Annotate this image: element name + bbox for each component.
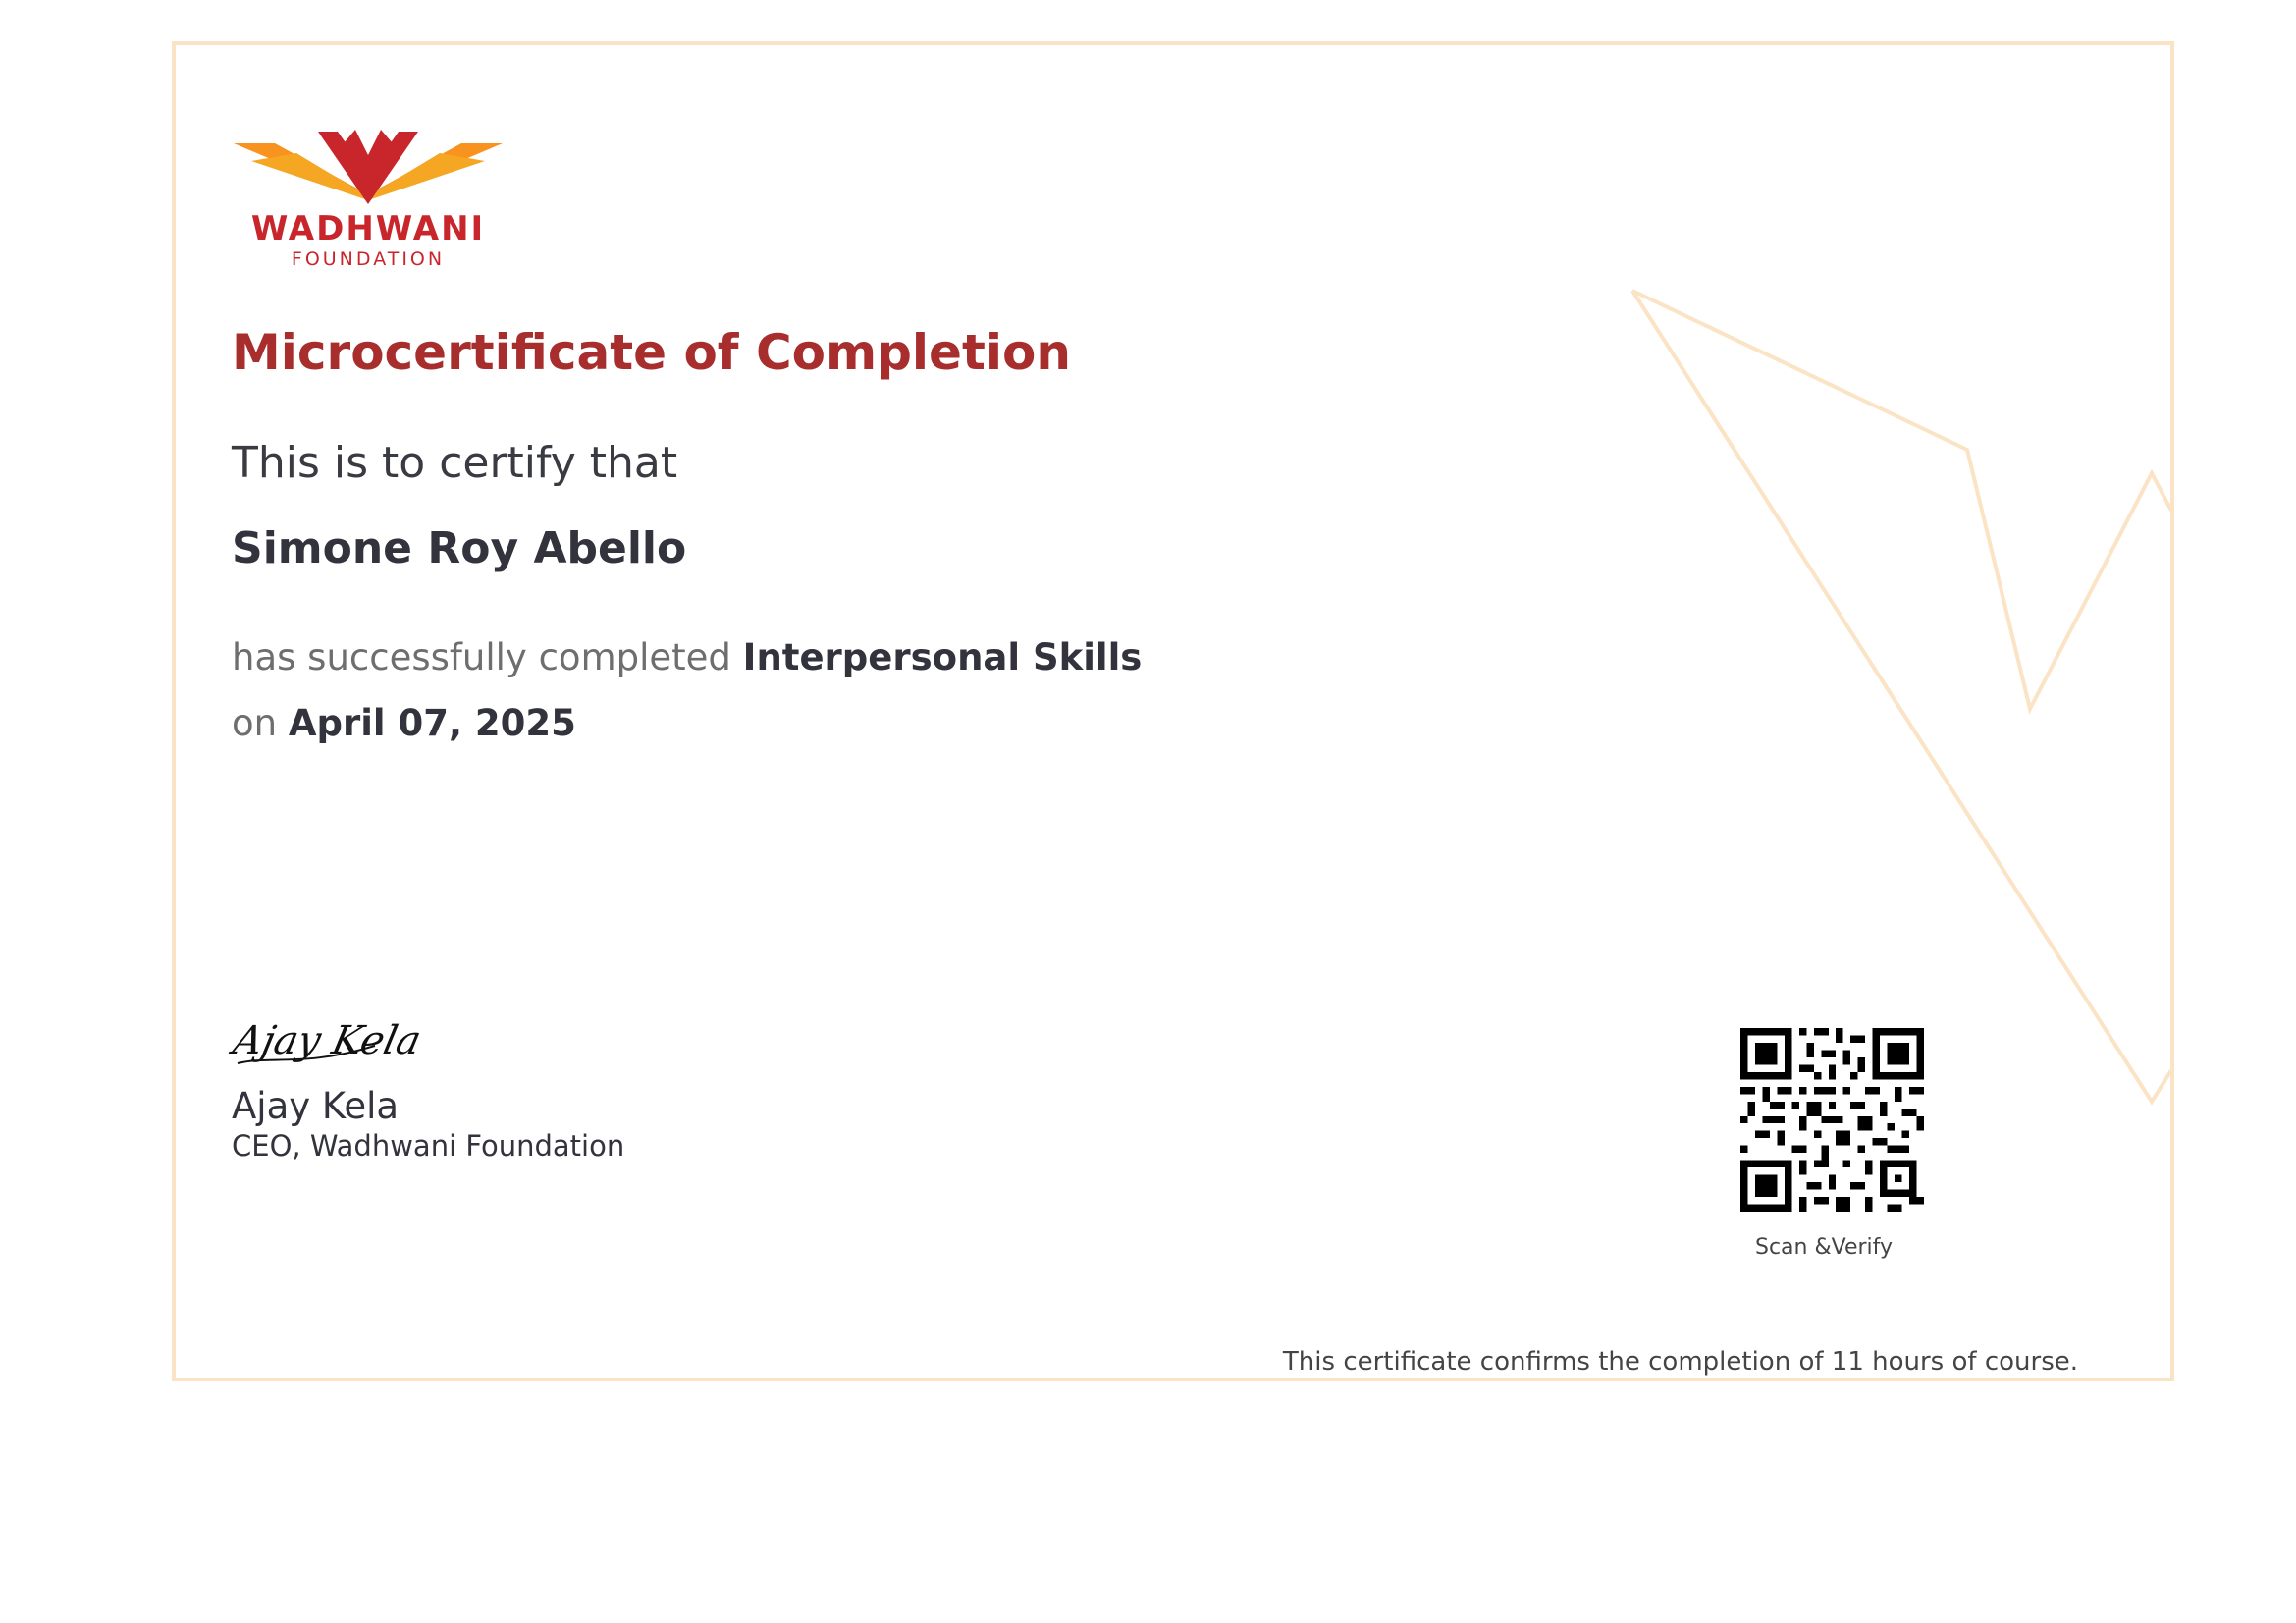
completed-prefix: has successfully completed	[232, 636, 731, 678]
logo-subtitle: FOUNDATION	[291, 248, 446, 270]
wadhwani-logo	[228, 126, 508, 269]
completion-line	[232, 636, 1142, 678]
certify-text: This is to certify that	[232, 438, 678, 488]
signer-name: Ajay Kela	[232, 1085, 400, 1127]
certificate-title: Microcertificate of Completion	[232, 324, 1071, 381]
course-hours-note: This certificate confirms the completion of 11 hours of course.	[1282, 1347, 2078, 1377]
on-prefix: on	[232, 702, 278, 744]
signature-text: Ajay Kela	[229, 1016, 426, 1063]
logo-wordmark: WADHWANI	[250, 209, 486, 248]
signature	[228, 1006, 426, 1075]
course-name: Interpersonal Skills	[742, 636, 1143, 678]
wadhwani-wings-icon	[234, 130, 503, 204]
completion-date: April 07, 2025	[288, 702, 576, 744]
date-line	[232, 702, 576, 744]
recipient-name: Simone Roy Abello	[232, 523, 687, 573]
signer-title: CEO, Wadhwani Foundation	[232, 1129, 625, 1163]
qr-code-icon[interactable]	[1740, 1028, 1924, 1212]
scan-verify-label: Scan &Verify	[1755, 1235, 1894, 1260]
